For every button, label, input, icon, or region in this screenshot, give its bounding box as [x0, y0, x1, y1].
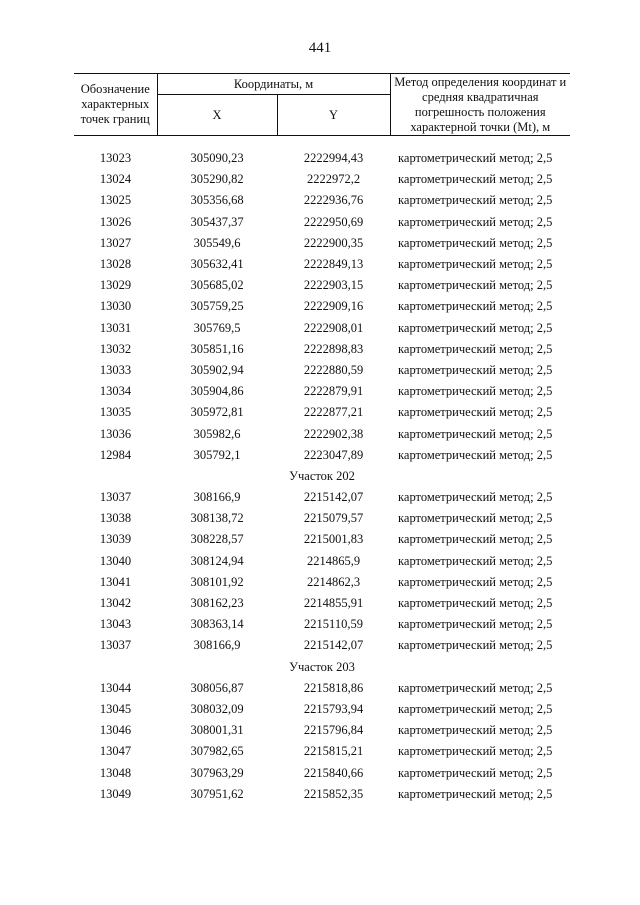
x-coordinate-cell: 308138,72 — [190, 511, 244, 526]
method-cell: картометрический метод; 2,5 — [398, 680, 553, 695]
method-cell: картометрический метод; 2,5 — [398, 426, 553, 441]
y-coordinate-cell: 2215142,07 — [303, 490, 364, 505]
point-id-cell: 13035 — [99, 405, 132, 420]
x-coordinate-cell: 308228,57 — [190, 532, 244, 547]
table-row — [74, 529, 570, 550]
table-row — [74, 699, 570, 720]
section-row — [74, 657, 570, 678]
table-row — [74, 508, 570, 529]
method-cell: картометрический метод; 2,5 — [398, 151, 553, 166]
point-id-cell: 13031 — [99, 320, 132, 335]
x-coordinate-cell: 305972,81 — [190, 405, 244, 420]
table-row — [74, 784, 570, 805]
y-coordinate-cell: 2214855,91 — [303, 596, 364, 611]
header-method: Метод определения координат и средняя квадратичная погрешность положения характерной точки (Mt), м — [390, 74, 570, 136]
y-coordinate-cell: 2222849,13 — [303, 257, 364, 272]
table-row — [74, 593, 570, 614]
point-id-cell: 13042 — [99, 596, 132, 611]
y-coordinate-cell: 2222908,01 — [303, 320, 364, 335]
y-coordinate-cell: 2214865,9 — [306, 553, 361, 568]
y-coordinate-cell: 2222950,69 — [303, 214, 364, 229]
y-coordinate-cell: 2215142,07 — [303, 638, 364, 653]
table-row — [74, 360, 570, 381]
table-row — [74, 678, 570, 699]
table-row — [74, 614, 570, 635]
table-row — [74, 190, 570, 211]
y-coordinate-cell: 2214862,3 — [306, 574, 361, 589]
method-cell: картометрический метод; 2,5 — [398, 490, 553, 505]
method-cell: картометрический метод; 2,5 — [398, 701, 553, 716]
table-row — [74, 635, 570, 656]
x-coordinate-cell: 305792,1 — [193, 447, 241, 462]
method-cell: картометрический метод; 2,5 — [398, 384, 553, 399]
y-coordinate-cell: 2222880,59 — [303, 362, 364, 377]
point-id-cell: 13039 — [99, 532, 132, 547]
point-id-cell: 13024 — [99, 172, 132, 187]
method-cell: картометрический метод; 2,5 — [398, 786, 553, 801]
table-row — [74, 572, 570, 593]
x-coordinate-cell: 307963,29 — [190, 765, 244, 780]
point-id-cell: 13028 — [99, 257, 132, 272]
method-cell: картометрический метод; 2,5 — [398, 511, 553, 526]
point-id-cell: 13048 — [99, 765, 132, 780]
x-coordinate-cell: 308363,14 — [190, 617, 244, 632]
method-cell: картометрический метод; 2,5 — [398, 405, 553, 420]
y-coordinate-cell: 2215818,86 — [303, 680, 364, 695]
point-id-cell: 13047 — [99, 744, 132, 759]
y-coordinate-cell: 2215793,94 — [303, 701, 364, 716]
y-coordinate-cell: 2215110,59 — [304, 617, 363, 632]
point-id-cell: 13045 — [99, 701, 132, 716]
y-coordinate-cell: 2222972,2 — [306, 172, 361, 187]
x-coordinate-cell: 308032,09 — [190, 701, 244, 716]
y-coordinate-cell: 2215001,83 — [303, 532, 364, 547]
x-coordinate-cell: 308101,92 — [190, 574, 244, 589]
method-cell: картометрический метод; 2,5 — [398, 638, 553, 653]
x-coordinate-cell: 305759,25 — [190, 299, 244, 314]
method-cell: картометрический метод; 2,5 — [398, 193, 553, 208]
y-coordinate-cell: 2222877,21 — [303, 405, 364, 420]
point-id-cell: 13032 — [99, 341, 132, 356]
table-row — [74, 275, 570, 296]
point-id-cell: 13026 — [99, 214, 132, 229]
x-coordinate-cell: 308056,87 — [190, 680, 244, 695]
method-cell: картометрический метод; 2,5 — [398, 299, 553, 314]
y-coordinate-cell: 2222898,83 — [303, 341, 364, 356]
method-cell: картометрический метод; 2,5 — [398, 574, 553, 589]
point-id-cell: 13038 — [99, 511, 132, 526]
coordinates-table — [74, 73, 570, 805]
section-label: Участок 203 — [289, 659, 355, 674]
method-cell: картометрический метод; 2,5 — [398, 765, 553, 780]
y-coordinate-cell: 2215840,66 — [303, 765, 364, 780]
y-coordinate-cell: 2222909,16 — [303, 299, 364, 314]
method-cell: картометрический метод; 2,5 — [398, 362, 553, 377]
point-id-cell: 13025 — [99, 193, 132, 208]
table-row — [74, 762, 570, 783]
method-cell: картометрический метод; 2,5 — [398, 235, 553, 250]
y-coordinate-cell: 2215815,21 — [303, 744, 364, 759]
section-label: Участок 202 — [289, 468, 355, 483]
table-row — [74, 551, 570, 572]
y-coordinate-cell: 2215079,57 — [303, 511, 364, 526]
method-cell: картометрический метод; 2,5 — [398, 320, 553, 335]
table-row — [74, 254, 570, 275]
table-row — [74, 423, 570, 444]
x-coordinate-cell: 305769,5 — [193, 320, 241, 335]
table-row — [74, 402, 570, 423]
y-coordinate-cell: 2222902,38 — [303, 426, 364, 441]
header-x: X — [157, 95, 277, 136]
x-coordinate-cell: 307951,62 — [190, 786, 244, 801]
table-row — [74, 169, 570, 190]
x-coordinate-cell: 308124,94 — [190, 553, 244, 568]
method-cell: картометрический метод; 2,5 — [398, 553, 553, 568]
point-id-cell: 13040 — [99, 553, 132, 568]
x-coordinate-cell: 308001,31 — [190, 723, 244, 738]
point-id-cell: 13027 — [99, 235, 132, 250]
method-cell: картометрический метод; 2,5 — [398, 447, 553, 462]
method-cell: картометрический метод; 2,5 — [398, 744, 553, 759]
x-coordinate-cell: 308166,9 — [193, 490, 241, 505]
point-id-cell: 13041 — [99, 574, 132, 589]
table-row — [74, 381, 570, 402]
header-coordinates: Координаты, м — [157, 74, 390, 95]
x-coordinate-cell: 305904,86 — [190, 384, 244, 399]
table-row — [74, 487, 570, 508]
x-coordinate-cell: 308166,9 — [193, 638, 241, 653]
y-coordinate-cell: 2222936,76 — [303, 193, 364, 208]
section-row — [74, 466, 570, 487]
point-id-cell: 13046 — [99, 723, 132, 738]
table-row — [74, 318, 570, 339]
point-id-cell: 13036 — [99, 426, 132, 441]
x-coordinate-cell: 305549,6 — [193, 235, 241, 250]
method-cell: картометрический метод; 2,5 — [398, 278, 553, 293]
point-id-cell: 13033 — [99, 362, 132, 377]
y-coordinate-cell: 2222900,35 — [303, 235, 364, 250]
method-cell: картометрический метод; 2,5 — [398, 723, 553, 738]
x-coordinate-cell: 305982,6 — [193, 426, 241, 441]
table-row — [74, 148, 570, 169]
header-y: Y — [277, 95, 390, 136]
method-cell: картометрический метод; 2,5 — [398, 532, 553, 547]
point-id-cell: 13037 — [99, 638, 132, 653]
x-coordinate-cell: 305851,16 — [190, 341, 244, 356]
x-coordinate-cell: 305902,94 — [190, 362, 244, 377]
x-coordinate-cell: 305632,41 — [190, 257, 244, 272]
point-id-cell: 13029 — [99, 278, 132, 293]
y-coordinate-cell: 2223047,89 — [303, 447, 364, 462]
point-id-cell: 13044 — [99, 680, 132, 695]
table-row — [74, 212, 570, 233]
method-cell: картометрический метод; 2,5 — [398, 172, 553, 187]
x-coordinate-cell: 305685,02 — [190, 278, 244, 293]
point-id-cell: 13043 — [99, 617, 132, 632]
table-header — [74, 74, 570, 136]
table-row — [74, 233, 570, 254]
method-cell: картометрический метод; 2,5 — [398, 257, 553, 272]
method-cell: картометрический метод; 2,5 — [398, 214, 553, 229]
method-cell: картометрический метод; 2,5 — [398, 596, 553, 611]
point-id-cell: 13049 — [99, 786, 132, 801]
point-id-cell: 13023 — [99, 151, 132, 166]
table-row — [74, 339, 570, 360]
x-coordinate-cell: 307982,65 — [190, 744, 244, 759]
y-coordinate-cell: 2215852,35 — [303, 786, 364, 801]
table-row — [74, 720, 570, 741]
y-coordinate-cell: 2222994,43 — [303, 151, 364, 166]
y-coordinate-cell: 2222879,91 — [303, 384, 364, 399]
x-coordinate-cell: 305437,37 — [190, 214, 244, 229]
point-id-cell: 13034 — [99, 384, 132, 399]
header-designation: Обозначение характерных точек границ — [74, 74, 157, 136]
method-cell: картометрический метод; 2,5 — [398, 341, 553, 356]
point-id-cell: 13037 — [99, 490, 132, 505]
table-body — [74, 136, 570, 805]
y-coordinate-cell: 2215796,84 — [303, 723, 364, 738]
x-coordinate-cell: 305290,82 — [190, 172, 244, 187]
point-id-cell: 13030 — [99, 299, 132, 314]
x-coordinate-cell: 305356,68 — [190, 193, 244, 208]
table-row — [74, 296, 570, 317]
x-coordinate-cell: 305090,23 — [190, 151, 244, 166]
x-coordinate-cell: 308162,23 — [190, 596, 244, 611]
point-id-cell: 12984 — [99, 447, 132, 462]
method-cell: картометрический метод; 2,5 — [398, 617, 553, 632]
table-row — [74, 445, 570, 466]
table-row — [74, 741, 570, 762]
page-number: 441 — [308, 40, 332, 56]
y-coordinate-cell: 2222903,15 — [303, 278, 364, 293]
